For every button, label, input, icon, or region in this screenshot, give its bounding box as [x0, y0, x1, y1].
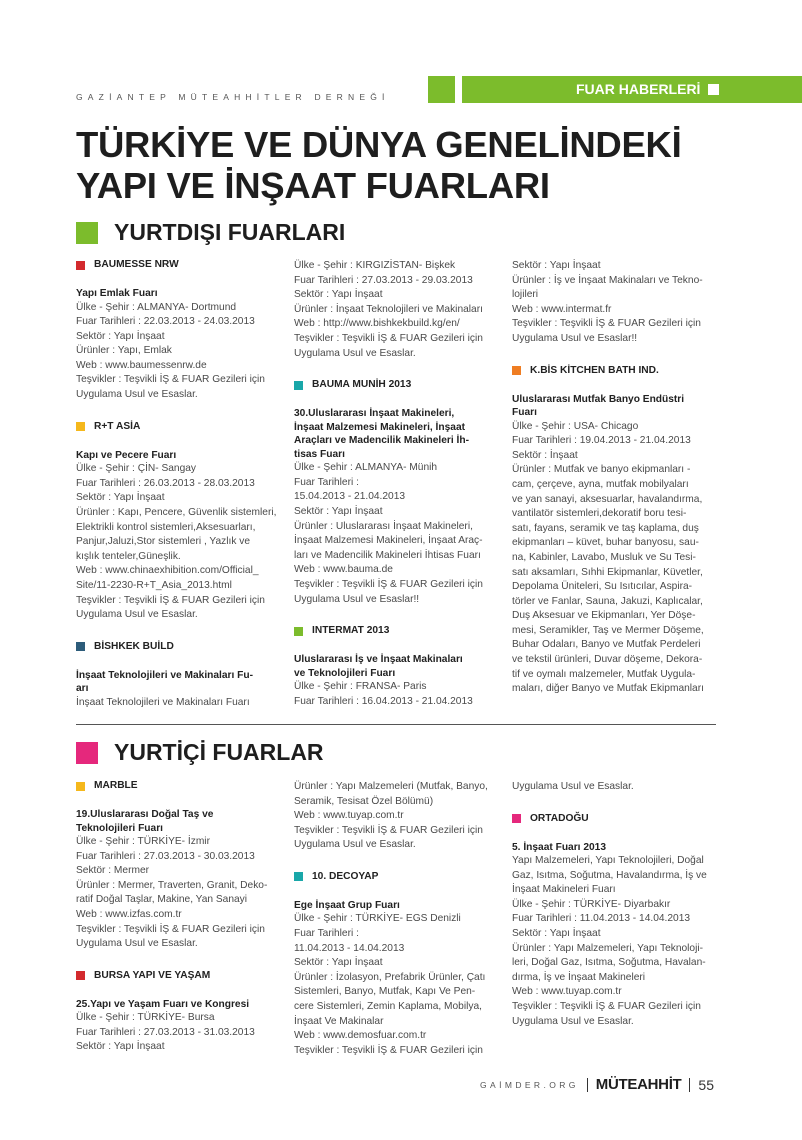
red-bullet-icon [76, 971, 85, 980]
entry-line: Uygulama Usul ve Esaslar!! [294, 593, 420, 605]
entry-line: Fuar Tarihleri : 16.04.2013 - 21.04.2013 [294, 695, 473, 707]
page-number: 55 [698, 1076, 714, 1093]
entry-line: Ülke - Şehir : ÇİN- Sangay [76, 463, 197, 475]
entry-name: BAUMESSE NRW [94, 259, 179, 270]
entry-line: Buhar Odaları, Banyo ve Mutfak Perdeleri [512, 639, 701, 651]
section-banner [462, 76, 802, 103]
entry-line: Sektör : Yapı İnşaat [294, 505, 383, 517]
entry-line: Elektrikli kontrol sistemleri,Aksesuarları, [76, 521, 256, 533]
entry-subtitle: Uluslararası İş ve İnşaat Makinaları [294, 654, 463, 666]
entry-line: cam, çerçeve, ayna, mutfak mobilyaları [512, 478, 689, 490]
entry-line: Ürünler : Mutfak ve banyo ekipmanları - [512, 464, 691, 476]
entry-line: Ürünler : Yapı, Emlak [76, 345, 172, 357]
abroad-column-3 [512, 259, 714, 697]
entry-line: 11.04.2013 - 14.04.2013 [294, 942, 405, 954]
entry-line: Fuar Tarihleri : 26.03.2013 - 28.03.2013 [76, 477, 255, 489]
abroad-column-2 [294, 259, 496, 709]
entry-line: Uygulama Usul ve Esaslar. [512, 1015, 634, 1027]
entry-line: Teşvikler : Teşvikli İŞ & FUAR Gezileri için [76, 374, 265, 386]
entry-line: Uygulama Usul ve Esaslar. [76, 609, 198, 621]
entry-line: Ülke - Şehir : TÜRKİYE- Diyarbakır [512, 898, 671, 910]
entry-bishkek [76, 641, 278, 653]
entry-line: İnşaat Teknolojileri ve Makinaları Fuarı [76, 696, 250, 708]
entry-line: ekipmanları – küvet, buhar banyosu, sau- [512, 537, 699, 549]
entry-subtitle: İnşaat Malzemesi Makineleri, İnşaat [294, 421, 465, 433]
entry-line: satı, fayans, seramik ve taş kaplama, duş [512, 522, 699, 534]
entry-line: Gaz, Isıtma, Soğutma, Havalandırma, İş ve [512, 869, 707, 881]
entry-line: Ürünler : İzolasyon, Prefabrik Ürünler, Çatı [294, 971, 486, 983]
page-title-line-1: TÜRKİYE VE DÜNYA GENELİNDEKİ [76, 124, 682, 165]
entry-line: Sektör : Mermer [76, 865, 150, 877]
entry-line: Uygulama Usul ve Esaslar. [294, 347, 416, 359]
entry-baumesse [76, 259, 278, 271]
entry-name: K.BİS KİTCHEN BATH IND. [530, 364, 659, 376]
entry-line: dırma, İş ve İnşaat Makineleri [512, 971, 646, 983]
entry-line: Web : www.izfas.com.tr [76, 908, 182, 920]
entry-name: R+T ASİA [94, 420, 141, 432]
entry-line: Fuar Tarihleri : 11.04.2013 - 14.04.2013 [512, 913, 691, 925]
entry-subtitle: Ege İnşaat Grup Fuarı [294, 899, 400, 911]
teal-bullet-icon [294, 381, 303, 390]
entry-subtitle: Araçları ve Madencilik Makineleri İh- [294, 435, 469, 447]
entry-decoyap [294, 871, 496, 883]
entry-line: Fuar Tarihleri : 27.03.2013 - 29.03.2013 [294, 274, 473, 286]
entry-subtitle: 5. İnşaat Fuarı 2013 [512, 841, 607, 853]
entry-line: Ülke - Şehir : ALMANYA- Münih [294, 462, 438, 474]
entry-name: ORTADOĞU [530, 812, 589, 824]
entry-line: Sektör : İnşaat [512, 449, 578, 461]
entry-subtitle: Kapı ve Pecere Fuarı [76, 449, 177, 461]
org-name: GAZİANTEP MÜTEAHHİTLER DERNEĞİ [76, 92, 390, 102]
entry-line: Web : www.tuyap.com.tr [294, 810, 404, 822]
footer-separator [587, 1078, 588, 1092]
orange-bullet-icon [512, 366, 521, 375]
entry-subtitle: 30.Uluslararası İnşaat Makineleri, [294, 408, 455, 420]
entry-line: Web : www.baumessenrw.de [76, 359, 207, 371]
entry-subtitle: arı [76, 683, 89, 695]
entry-line: Teşvikler : Teşvikli İŞ & FUAR Gezileri için [294, 578, 483, 590]
pink-square-icon [76, 742, 98, 764]
entry-line: Ürünler : İş ve İnşaat Makinaları ve Tekno- [512, 274, 703, 286]
entry-line: Uygulama Usul ve Esaslar!! [512, 332, 638, 344]
entry-line: Sektör : Yapı İnşaat [294, 957, 383, 969]
entry-line: Fuar Tarihleri : 27.03.2013 - 30.03.2013 [76, 850, 255, 862]
entry-line: Ülke - Şehir : KIRGIZİSTAN- Bişkek [294, 260, 456, 271]
entry-line: törler ve Fanlar, Sauna, Jakuzi, Kaplıcalar, [512, 595, 703, 607]
yellow-bullet-icon [76, 422, 85, 431]
entry-line: leri, Doğal Gaz, Isıtma, Soğutma, Havalan- [512, 957, 706, 969]
entry-line: Sektör : Yapı İnşaat [76, 492, 165, 504]
page-title [76, 124, 681, 206]
entry-line: ları ve Madencilik Makineleri İhtisas Fuarı [294, 549, 481, 561]
entry-line: Seramik, Tesisat Özel Bölümü) [294, 795, 434, 807]
entry-name: BAUMA MUNİH 2013 [312, 379, 412, 391]
entry-line: Uygulama Usul ve Esaslar. [76, 389, 198, 401]
yellow-bullet-icon [76, 782, 85, 791]
footer-brand: MÜTEAHHİT [595, 1076, 682, 1093]
entry-line: Teşvikler : Teşvikli İŞ & FUAR Gezileri için [294, 824, 483, 836]
entry-line: Ürünler : Uluslararası İnşaat Makineleri, [294, 520, 473, 532]
page-footer [480, 1076, 714, 1093]
entry-subtitle: Uluslararası Mutfak Banyo Endüstri [512, 393, 685, 405]
entry-line: Fuar Tarihleri : 19.04.2013 - 21.04.2013 [512, 435, 691, 447]
entry-line: cere Sistemleri, Zemin Kaplama, Mobilya, [294, 1001, 482, 1013]
banner-square-icon [708, 84, 719, 95]
entry-line: Site/11-2230-R+T_Asia_2013.html [76, 579, 232, 591]
entry-subtitle: İnşaat Teknolojileri ve Makinaları Fu- [76, 669, 254, 681]
domestic-column-3 [512, 780, 714, 1029]
entry-line: Web : www.tuyap.com.tr [512, 986, 622, 998]
entry-line: Ülke - Şehir : TÜRKİYE- Bursa [76, 1012, 215, 1024]
entry-line: Ürünler : Yapı Malzemeleri, Yapı Teknoloji- [512, 942, 704, 954]
blue-bullet-icon [76, 642, 85, 651]
entry-line: Ülke - Şehir : USA- Chicago [512, 420, 639, 432]
entry-line: ve tekstil ürünleri, Duvar döşeme, Dekora- [512, 654, 703, 666]
domestic-column-1 [76, 780, 278, 1055]
entry-line: Uygulama Usul ve Esaslar. [76, 938, 198, 950]
entry-line: Fuar Tarihleri : 27.03.2013 - 31.03.2013 [76, 1026, 255, 1038]
entry-line: Duş Aksesuar ve Ekipmanları, Yer Döşe- [512, 610, 696, 622]
entry-line: Teşvikler : Teşvikli İŞ & FUAR Gezileri için [76, 594, 265, 606]
entry-kbis [512, 365, 714, 377]
entry-line: Web : http://www.bishkekbuild.kg/en/ [294, 318, 460, 330]
entry-name: BURSA YAPI VE YAŞAM [94, 969, 211, 981]
entry-line: Ürünler : Yapı Malzemeleri (Mutfak, Banyo, [294, 781, 488, 792]
entry-line: Ülke - Şehir : FRANSA- Paris [294, 681, 427, 693]
entry-line: mesi, Seramikler, Taş ve Mermer Döşeme, [512, 624, 704, 636]
entry-line: Uygulama Usul ve Esaslar. [294, 839, 416, 851]
abroad-column-1 [76, 259, 278, 710]
entry-subtitle: Fuarı [512, 407, 537, 419]
entry-line: tif ve oymalı malzemeler, Mutfak Uygula- [512, 668, 696, 680]
entry-line: Ülke - Şehir : TÜRKİYE- İzmir [76, 836, 210, 847]
entry-intermat [294, 625, 496, 637]
entry-line: İnşaat Makineleri Fuarı [512, 884, 616, 896]
red-bullet-icon [76, 261, 85, 270]
abroad-heading [76, 219, 345, 246]
entry-line: satı aksamları, Sıhhi Ekipmanlar, Küvetler, [512, 566, 703, 578]
entry-line: na, Kabinler, Lavabo, Musluk ve Su Tesi- [512, 551, 696, 563]
entry-name: INTERMAT 2013 [312, 625, 390, 637]
section-tag: FUAR HABERLERİ [576, 81, 701, 97]
domestic-column-2 [294, 780, 496, 1058]
teal-bullet-icon [294, 872, 303, 881]
entry-name: BİSHKEK BUİLD [94, 640, 174, 652]
entry-rt-asia [76, 421, 278, 433]
entry-line: kışlık tenteler,Güneşlik. [76, 550, 181, 562]
entry-line: Teşvikler : Teşvikli İŞ & FUAR Gezileri için [512, 318, 701, 330]
entry-line: Teşvikler : Teşvikli İŞ & FUAR Gezileri için [76, 923, 265, 935]
entry-subtitle: Teknolojileri Fuarı [76, 822, 163, 834]
entry-line: Ürünler : Mermer, Traverten, Granit, Deko- [76, 879, 268, 891]
entry-line: Ürünler : Kapı, Pencere, Güvenlik sistemleri, [76, 506, 277, 518]
entry-ortadogu [512, 813, 714, 825]
domestic-heading [76, 739, 324, 766]
entry-line: Uygulama Usul ve Esaslar. [512, 781, 634, 792]
entry-subtitle: ve Teknolojileri Fuarı [294, 667, 396, 679]
entry-line: İnşaat Malzemesi Makineleri, İnşaat Araç- [294, 535, 483, 547]
abroad-heading-text: YURTDIŞI FUARLARI [114, 219, 346, 245]
entry-line: vantilatör sistemleri,dekoratif boru tesi- [512, 508, 687, 520]
entry-name: 10. DECOYAP [312, 870, 379, 882]
green-square-icon [76, 222, 98, 244]
entry-line: Ürünler : İnşaat Teknolojileri ve Makinaları [294, 303, 483, 315]
entry-line: Yapı Malzemeleri, Yapı Teknolojileri, Doğal [512, 855, 704, 867]
entry-line: Web : www.chinaexhibition.com/Official_ [76, 565, 259, 577]
entry-line: Sektör : Yapı İnşaat [76, 330, 165, 342]
entry-bursa [76, 970, 278, 982]
entry-line: Fuar Tarihleri : [294, 928, 359, 940]
domestic-heading-text: YURTİÇİ FUARLAR [114, 739, 324, 765]
entry-line: Web : www.demosfuar.com.tr [294, 1030, 427, 1042]
entry-line: 15.04.2013 - 21.04.2013 [294, 491, 406, 503]
entry-line: Web : www.intermat.fr [512, 303, 612, 315]
entry-line: Ülke - Şehir : ALMANYA- Dortmund [76, 301, 237, 313]
entry-line: maları, diğer Banyo ve Mutfak Ekipmanları [512, 683, 704, 695]
entry-line: Teşvikler : Teşvikli İŞ & FUAR Gezileri için [294, 332, 483, 344]
entry-subtitle: tisas Fuarı [294, 448, 345, 460]
entry-line: Fuar Tarihleri : 22.03.2013 - 24.03.2013 [76, 316, 255, 328]
entry-line: ratif Doğal Taşlar, Makine, Yan Sanayi [76, 894, 248, 906]
entry-line: Sektör : Yapı İnşaat [76, 1041, 165, 1053]
entry-line: İnşaat Ve Makinalar [294, 1015, 384, 1027]
entry-line: Fuar Tarihleri : [294, 476, 359, 488]
header-accent-square [428, 76, 455, 103]
entry-line: ve yan sanayi, aksesuarlar, havalandırma, [512, 493, 703, 505]
footer-separator [689, 1078, 690, 1092]
entry-line: Teşvikler : Teşvikli İŞ & FUAR Gezileri için [294, 1044, 483, 1056]
entry-line: Sektör : Yapı İnşaat [294, 289, 383, 301]
entry-line: Teşvikler : Teşvikli İŞ & FUAR Gezileri için [512, 1001, 701, 1013]
entry-line: Panjur,Jaluzi,Stor sistemleri , Yazlık ve [76, 536, 251, 548]
section-divider [76, 724, 716, 725]
entry-line: Web : www.bauma.de [294, 564, 393, 576]
green-bullet-icon [294, 627, 303, 636]
entry-line: Sektör : Yapı İnşaat [512, 260, 601, 271]
entry-line: Sistemleri, Banyo, Mutfak, Kapı Ve Pen- [294, 986, 476, 998]
entry-name: MARBLE [94, 780, 138, 791]
entry-subtitle: 25.Yapı ve Yaşam Fuarı ve Kongresi [76, 998, 250, 1010]
entry-subtitle: 19.Uluslararası Doğal Taş ve [76, 809, 214, 820]
entry-bauma [294, 379, 496, 391]
entry-line: Depolama Üniteleri, Su Isıtıcılar, Aspira- [512, 581, 693, 593]
entry-line: Ülke - Şehir : TÜRKİYE- EGS Denizli [294, 913, 461, 925]
page-title-line-2: YAPI VE İNŞAAT FUARLARI [76, 165, 550, 206]
entry-line: Sektör : Yapı İnşaat [512, 928, 601, 940]
footer-site: GAİMDER.ORG [480, 1079, 579, 1090]
entry-marble [76, 780, 278, 792]
entry-line: lojileri [512, 289, 539, 301]
pink-bullet-icon [512, 814, 521, 823]
entry-subtitle: Yapı Emlak Fuarı [76, 288, 158, 299]
